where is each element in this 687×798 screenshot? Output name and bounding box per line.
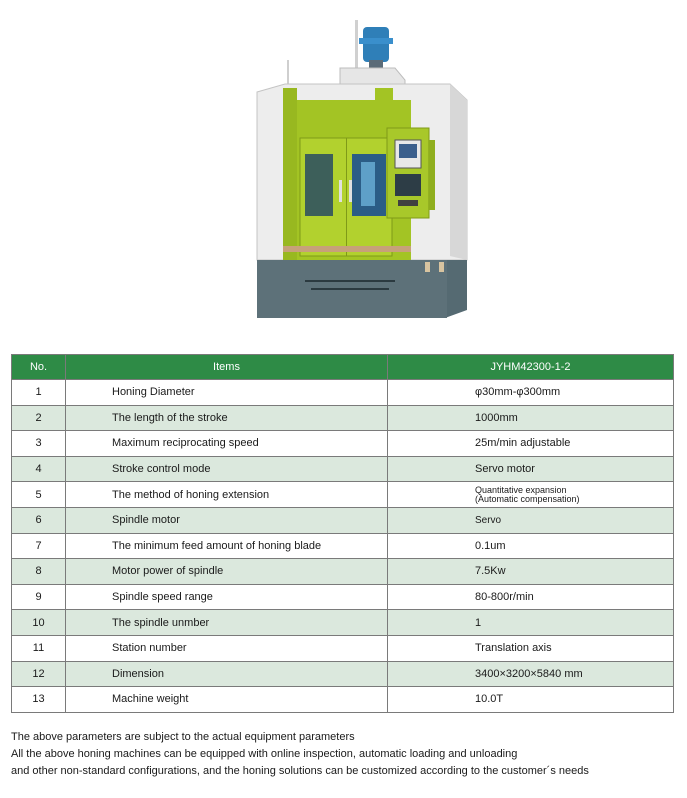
row-value: 7.5Kw [388, 559, 674, 585]
table-row [12, 584, 674, 610]
row-value [388, 482, 674, 508]
row-value: 25m/min adjustable [388, 431, 674, 457]
row-no: 8 [12, 559, 66, 585]
row-value-line2: (Automatic compensation) [475, 493, 580, 504]
table-row [12, 456, 674, 482]
row-no: 13 [12, 687, 66, 713]
row-value: 80-800r/min [388, 584, 674, 610]
table-row [12, 533, 674, 559]
spec-table [11, 354, 674, 713]
table-row [12, 661, 674, 687]
header-no: No. [12, 355, 66, 380]
row-no: 2 [12, 405, 66, 431]
note-line: All the above honing machines can be equipped with online inspection, automatic loading and unloading [11, 748, 518, 760]
row-item: The length of the stroke [66, 405, 388, 431]
row-value: 3400×3200×5840 mm [388, 661, 674, 687]
row-no: 9 [12, 584, 66, 610]
row-value: 1000mm [388, 405, 674, 431]
row-value: 0.1um [388, 533, 674, 559]
row-no: 3 [12, 431, 66, 457]
table-row [12, 687, 674, 713]
table-row [12, 482, 674, 508]
row-value-line1: Quantitative expansion [475, 484, 567, 495]
table-row [12, 431, 674, 457]
row-value: 1 [388, 610, 674, 636]
row-item: Machine weight [66, 687, 388, 713]
note-line: and other non-standard configurations, and the honing solutions can be customized according to the customer´s needs [11, 765, 589, 777]
table-header-row [12, 355, 674, 380]
row-no: 4 [12, 456, 66, 482]
header-model: JYHM42300-1-2 [388, 355, 674, 380]
footer-notes [11, 729, 681, 780]
row-no: 1 [12, 380, 66, 406]
row-no: 7 [12, 533, 66, 559]
row-no: 5 [12, 482, 66, 508]
table-row [12, 380, 674, 406]
row-item: Dimension [66, 661, 388, 687]
row-item: The method of honing extension [66, 482, 388, 508]
row-no: 6 [12, 507, 66, 533]
machine-image [245, 10, 475, 325]
row-item: Station number [66, 635, 388, 661]
note-line: The above parameters are subject to the actual equipment parameters [11, 731, 355, 743]
table-row [12, 635, 674, 661]
row-item: Maximum reciprocating speed [66, 431, 388, 457]
row-value: φ30mm-φ300mm [388, 380, 674, 406]
table-row [12, 507, 674, 533]
header-items: Items [66, 355, 388, 380]
row-item: Stroke control mode [66, 456, 388, 482]
row-value: Servo [388, 507, 674, 533]
row-value: 10.0T [388, 687, 674, 713]
table-row [12, 559, 674, 585]
table-row [12, 405, 674, 431]
row-item: Spindle speed range [66, 584, 388, 610]
row-item: The minimum feed amount of honing blade [66, 533, 388, 559]
honing-machine-illustration [245, 10, 475, 325]
row-value: Translation axis [388, 635, 674, 661]
row-no: 12 [12, 661, 66, 687]
row-item: Spindle motor [66, 507, 388, 533]
row-item: Honing Diameter [66, 380, 388, 406]
table-row [12, 610, 674, 636]
row-no: 11 [12, 635, 66, 661]
row-item: Motor power of spindle [66, 559, 388, 585]
row-value: Servo motor [388, 456, 674, 482]
row-no: 10 [12, 610, 66, 636]
row-item: The spindle unmber [66, 610, 388, 636]
